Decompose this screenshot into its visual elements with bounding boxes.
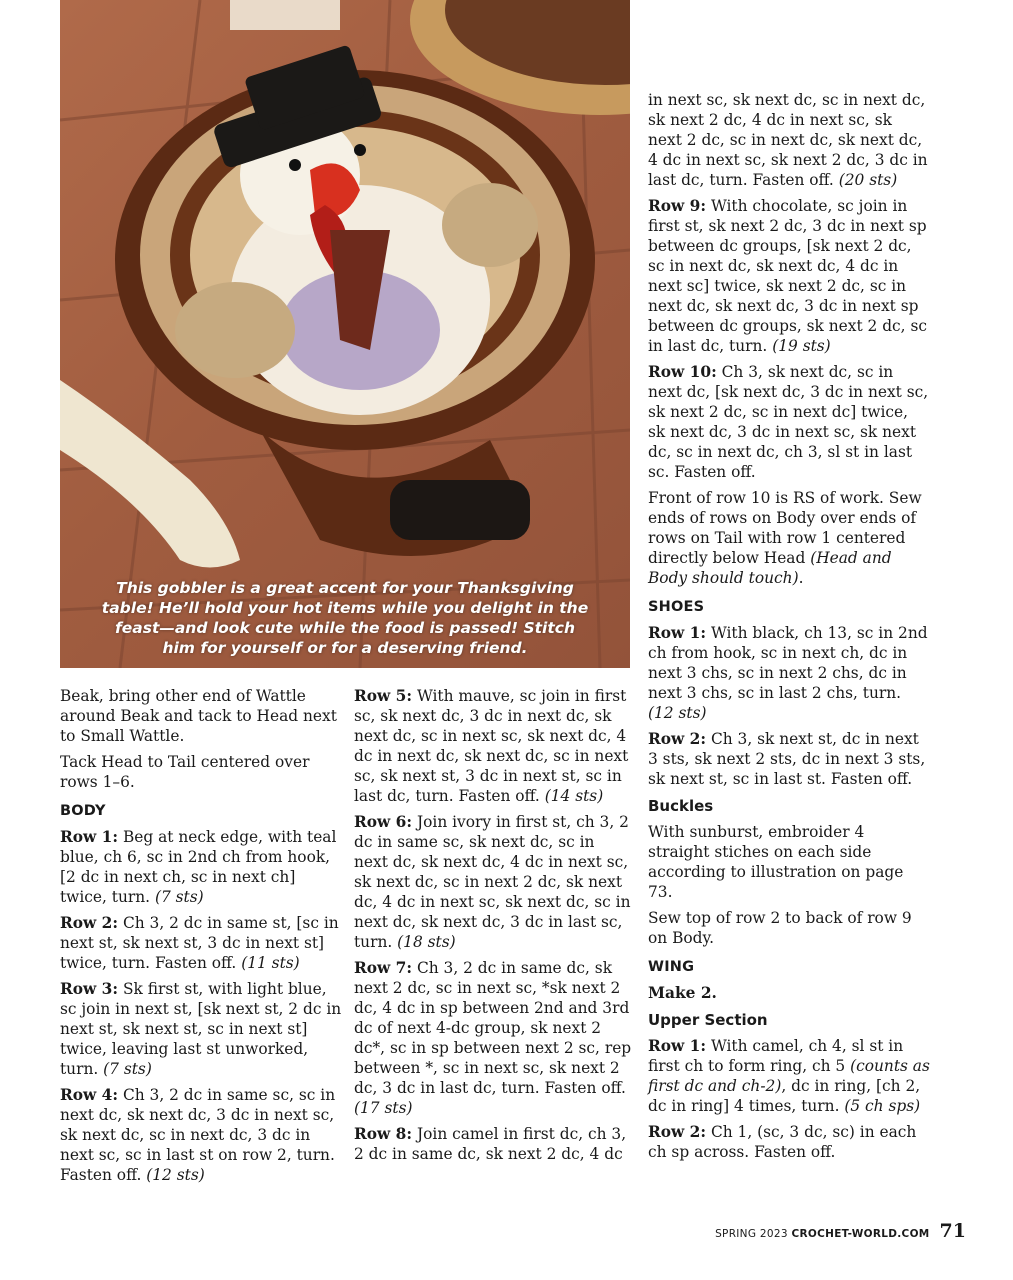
row-label: Row 2: xyxy=(60,914,119,932)
row-text: With camel, ch 4, sl st in first ch to form ring, ch 5 xyxy=(648,1037,904,1075)
body-row xyxy=(354,812,632,952)
body-row xyxy=(60,979,345,1079)
row-label: Row 4: xyxy=(60,1086,119,1104)
caption-line: This gobbler is a great accent for your Thanksgiving xyxy=(116,579,574,597)
section-heading-shoes: SHOES xyxy=(648,599,705,615)
caption-line: table! He’ll hold your hot items while you delight in the xyxy=(101,599,589,617)
row-label: Row 9: xyxy=(648,197,707,215)
napkin-fringe xyxy=(230,0,340,30)
continued-row xyxy=(648,90,930,190)
body-row xyxy=(60,827,345,907)
row-text: Ch 1, (sc, 3 dc, sc) in each ch sp across. Fasten off. xyxy=(648,1123,917,1161)
paragraph-sew: Sew top of row 2 to back of row 9 on Body. xyxy=(648,909,912,947)
stitch-count: (12 sts) xyxy=(648,704,707,722)
issue-season: SPRING 2023 xyxy=(715,1228,788,1240)
paragraph-buckles: With sunburst, embroider 4 straight stiches on each side according to illustration on page 73. xyxy=(648,823,904,901)
stitch-count: (14 sts) xyxy=(544,787,604,805)
row-label: Row 2: xyxy=(648,1123,707,1141)
paragraph-text: Front of row 10 is RS of work. Sew ends of rows on Body over ends of rows on Tail with row 1 centered directly below Head xyxy=(648,489,922,567)
stitch-count: (5 ch sps) xyxy=(844,1097,921,1115)
photo-caption xyxy=(60,578,630,658)
body-row xyxy=(354,686,632,806)
row-note: (counts as first dc and ch-2) xyxy=(648,1057,930,1095)
make-label: Make 2. xyxy=(648,984,717,1002)
row-text: Join camel in first dc, ch 3, 2 dc in same dc, sk next 2 dc, 4 dc xyxy=(354,1125,627,1163)
row-text: Join ivory in first st, ch 3, 2 dc in same sc, sk next dc, sc in next dc, sk next dc, 4 dc in next sc, sk next dc, sc in next 2 dc, sk next dc, 4 dc in next sc, sk next dc, sc in next dc, sk next dc, 3 dc in last sc, turn. xyxy=(354,813,631,951)
row-label: Row 3: xyxy=(60,980,119,998)
row-text: With chocolate, sc join in first st, sk next 2 dc, 3 dc in next sp between dc groups, [sk next 2 dc, sc in next dc, sk next dc, 4 dc in next sc] twice, sk next 2 dc, sc in next dc, sk next dc, 3 dc in next sp between dc groups, sk next 2 dc, sc in last dc, turn. xyxy=(648,197,927,355)
column-3 xyxy=(648,90,930,1168)
subheading-upper-section: Upper Section xyxy=(648,1011,768,1029)
row-text: Ch 3, sk next st, dc in next 3 sts, sk next 2 sts, dc in next 3 sts, sk next st, sc in last st. Fasten off. xyxy=(648,730,926,788)
site-name: CROCHET-WORLD.COM xyxy=(791,1228,930,1240)
row-label: Row 8: xyxy=(354,1125,413,1143)
row-text: Beg at neck edge, with teal blue, ch 6, sc in 2nd ch from hook, [2 dc in next ch, sc in next ch] twice, turn. xyxy=(60,828,337,906)
row-label: Row 1: xyxy=(648,624,707,642)
column-2 xyxy=(354,686,632,1170)
shoes-row xyxy=(648,623,930,723)
row-text: With mauve, sc join in first sc, sk next dc, 3 dc in next dc, sk next dc, sc in next sc, sk next dc, 4 dc in next dc, sk next dc, sc in next sc, sk next st, 3 dc in next st, sc in last dc, turn. Fasten off. xyxy=(354,687,629,805)
hero-photo xyxy=(60,0,630,668)
make-count xyxy=(648,983,930,1003)
stitch-count: (7 sts) xyxy=(103,1060,152,1078)
caption-line: feast—and look cute while the food is passed! Stitch xyxy=(115,619,575,637)
body-row xyxy=(648,362,930,482)
wing-row xyxy=(648,1122,930,1162)
caption-line: him for yourself or for a deserving friend. xyxy=(162,639,528,657)
stitch-count: (20 sts) xyxy=(838,171,898,189)
subheading-buckles: Buckles xyxy=(648,797,714,815)
row-text: Ch 3, 2 dc in same dc, sk next 2 dc, sc in next sc, *sk next 2 dc, 4 dc in sp between 2nd and 3rd dc of next 4-dc group, sk next 2 dc*, sc in sp between next 2 sc, rep between *, sc in next sc, sk next 2 dc, 3 dc in last dc, turn. Fasten off. xyxy=(354,959,632,1097)
row-label: Row 7: xyxy=(354,959,413,977)
stitch-count: (17 sts) xyxy=(354,1099,413,1117)
wing-row xyxy=(648,1036,930,1116)
issue-line xyxy=(715,1228,929,1240)
row-label: Row 2: xyxy=(648,730,707,748)
paragraph-beak: Beak, bring other end of Wattle around Beak and tack to Head next to Small Wattle. xyxy=(60,687,337,745)
section-heading-wing: WING xyxy=(648,959,695,975)
row-label: Row 1: xyxy=(60,828,119,846)
tile-background xyxy=(60,0,630,668)
body-row xyxy=(354,958,632,1118)
row-label: Row 5: xyxy=(354,687,413,705)
shoes-row xyxy=(648,729,930,789)
paragraph-note: (Head and Body should touch) xyxy=(648,549,892,587)
body-row xyxy=(648,196,930,356)
row-text: Ch 3, sk next dc, sc in next dc, [sk next dc, 3 dc in next sc, sk next 2 dc, sc in next dc] twice, sk next dc, 3 dc in next sc, sk next dc, sc in next dc, ch 3, sl st in last sc. Fasten off. xyxy=(648,363,929,481)
row-text: in next sc, sk next dc, sc in next dc, sk next 2 dc, 4 dc in next sc, sk next 2 dc, sc in next dc, sk next dc, 4 dc in next sc, sk next 2 dc, 3 dc in last dc, turn. Fasten off. xyxy=(648,91,928,189)
paragraph-end: . xyxy=(798,569,804,587)
stitch-count: (11 sts) xyxy=(241,954,300,972)
row-text: Ch 3, 2 dc in same sc, sc in next dc, sk next dc, 3 dc in next sc, sk next dc, sc in next dc, 3 dc in next sc, sc in last st on row 2, turn. Fasten off. xyxy=(60,1086,336,1184)
stitch-count: (12 sts) xyxy=(146,1166,205,1184)
row-label: Row 1: xyxy=(648,1037,707,1055)
page-number: 71 xyxy=(939,1220,966,1242)
row-text: Sk first st, with light blue, sc join in next st, [sk next st, 2 dc in next st, sk next st, sc in next st] twice, leaving last st unworked, turn. xyxy=(60,980,342,1078)
body-row xyxy=(60,913,345,973)
stitch-count: (19 sts) xyxy=(772,337,831,355)
row-text: , dc in ring, [ch 2, dc in ring] 4 times, turn. xyxy=(648,1077,921,1115)
paragraph-front-of-row xyxy=(648,488,930,588)
stitch-count: (18 sts) xyxy=(397,933,456,951)
stitch-count: (7 sts) xyxy=(154,888,204,906)
row-text: Ch 3, 2 dc in same st, [sc in next st, sk next st, 3 dc in next st] twice, turn. Fasten off. xyxy=(60,914,339,972)
row-label: Row 6: xyxy=(354,813,413,831)
section-heading-body: BODY xyxy=(60,803,106,819)
row-label: Row 10: xyxy=(648,363,717,381)
row-text: With black, ch 13, sc in 2nd ch from hook, sc in next ch, dc in next 3 chs, sc in next 2 chs, dc in next 3 chs, sc in last 2 chs, turn. xyxy=(648,624,928,702)
body-row xyxy=(60,1085,345,1185)
page-footer xyxy=(715,1220,966,1242)
paragraph-tack-head: Tack Head to Tail centered over rows 1–6. xyxy=(60,753,310,791)
body-row xyxy=(354,1124,632,1164)
column-1 xyxy=(60,686,345,1191)
